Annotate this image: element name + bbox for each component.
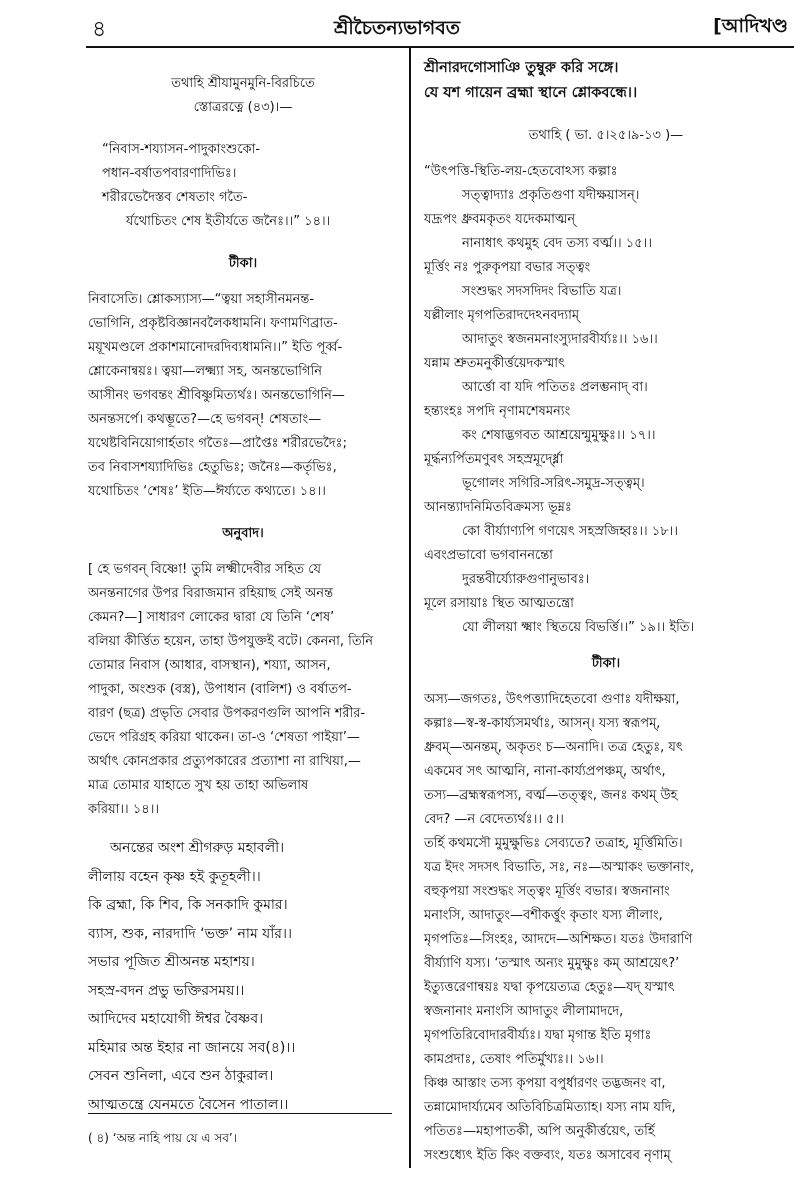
verse-line: আনন্ত্যাদনিমিতবিক্রমস্য ভূম্নঃ bbox=[424, 500, 572, 515]
anubad-line: ভেদে পরিগ্রহ করিয়া থাকেন। তা-ও ‘শেষতা পাইয়া’— bbox=[88, 730, 360, 745]
header-rule bbox=[86, 46, 794, 48]
tika-line: ভোগিনি, প্রকৃষ্টবিজ্ঞানবলৈকধামনি। ফণামণিব্রাত- bbox=[88, 316, 338, 331]
anubad-line: করিয়া।। ১৪।। bbox=[88, 802, 159, 817]
poem-line: লীলায় বহেন কৃষ্ণ হই কুতূহলী।। bbox=[88, 868, 261, 885]
verse-line: যল্লীলাং মৃগপতিরাদদেঽনবদ্যাম্ bbox=[424, 308, 580, 323]
tika-line: বেদ? —ন বেদেত্যর্থঃ।। ৫।। bbox=[424, 812, 564, 827]
verse-line: “নিবাস-শয্যাসন-পাদুকাংশুকো- bbox=[102, 142, 261, 157]
verse-line: মূলে রসায়াঃ স্থিত আত্মতন্ত্রো bbox=[424, 596, 574, 611]
poem-line: আত্মতন্ত্রে যেনমতে বৈসেন পাতাল।। bbox=[88, 1096, 289, 1113]
anubad-line: অর্থাৎ কোনপ্রকার প্রত্যুপকারের প্রত্যাশা না রাখিয়া,— bbox=[88, 754, 361, 769]
tika-line: কামপ্রদাঃ, তেষাং পতির্মুখ্যঃ।। ১৬।। bbox=[424, 1052, 604, 1067]
poem-line: সহস্র-বদন প্রভু ভক্তিরসময়।। bbox=[88, 982, 245, 999]
top-line: শ্রীনারদগোসাঞি তুম্বুরু করি সঙ্গে। bbox=[424, 60, 619, 76]
footnote-rule bbox=[88, 1113, 392, 1114]
tika-line: কল্পাঃ—স্ব-স্ব-কার্য্যসমর্থাঃ, আসন্। যস্য স্বরূপম্, bbox=[424, 716, 661, 731]
tika-line: যথোচিতং ‘শেষঃ’ ইতি—ঈর্য্যতে কথ্যতে। ১৪।। bbox=[88, 484, 326, 499]
verse-line: র্যথোচিতং শেষ ইতীর্যতে জনৈঃ।।” ১৪।। bbox=[126, 214, 331, 229]
verse-line: যন্নাম শ্রুতমনুকীর্ত্তয়েদকস্মাৎ bbox=[424, 356, 565, 371]
tika-line: যথেষ্টবিনিয়োগার্হতাং গতৈঃ—প্রাপ্তৈঃ শরীরভেদৈঃ; bbox=[88, 436, 347, 451]
running-title: শ্রীচৈতন্যভাগবত bbox=[333, 17, 461, 39]
verse-line: মূর্ত্তিং নঃ পুরুকৃপয়া বভার সত্ত্বং bbox=[424, 260, 591, 275]
poem-line: সেবন শুনিলা, এবে শুন ঠাকুরাল। bbox=[88, 1068, 274, 1084]
poem-line: কি ব্রহ্মা, কি শিব, কি সনকাদি কুমার। bbox=[88, 897, 288, 913]
tika-line: বহুকৃপয়া সংশুদ্ধং সত্ত্বং মূর্ত্তিং বভার। স্বজনানাং bbox=[424, 884, 670, 899]
section-label: [আদিখণ্ড bbox=[713, 15, 788, 37]
tika-line: মৃগপতিরিবোদারবীর্য্যঃ। যদ্বা মৃগান্ত ইতি মৃগাঃ bbox=[424, 1028, 652, 1043]
poem-line: মহিমার অন্ত ইহার না জানয়ে সব(৪)।। bbox=[88, 1039, 296, 1056]
poem-line: অনন্তের অংশ শ্রীগরুড় মহাবলী। bbox=[110, 840, 285, 856]
tika-line: কিঞ্চ আস্তাং তস্য কৃপয়া বপুর্ধারণং তদ্ভজনং বা, bbox=[424, 1076, 666, 1091]
anubad-line: কেমন?—] সাধারণ লোকের দ্বারা যে তিনি ‘শেষ’ bbox=[88, 610, 335, 625]
left-column bbox=[88, 72, 398, 1119]
poem-line: আদিদেব মহাযোগী ঈশ্বর বৈষ্ণব। bbox=[88, 1011, 264, 1027]
verse-line: কং শেষাদ্ভগবত আশ্রয়েন্মুমুক্ষুঃ।। ১৭।। bbox=[462, 428, 656, 443]
tika-line: তর্হি কথমসৌ মুমুক্ষুভিঃ সেব্যতে? তত্রাহ, মূর্ত্তিমিতি। bbox=[424, 836, 683, 851]
tika-line: মৃগপতিঃ—সিংহঃ, আদদে—অশিক্ষত। যতঃ উদারাণি bbox=[424, 932, 693, 947]
tika-line: স্বজনানাং মনাংসি আদাতুং লীলামাদদে, bbox=[424, 1004, 624, 1019]
page-number: ৪ bbox=[92, 17, 107, 42]
tika-line: যত্র ইদং সদসৎ বিভাতি, সঃ, নঃ—অস্মাকং ভক্তানাং, bbox=[424, 860, 695, 875]
tika-line: পতিতঃ—মহাপাতকী, অপি অনুকীর্ত্তয়েৎ, তর্হি bbox=[424, 1124, 655, 1139]
tika-line: অস্য—জগতঃ, উৎপত্ত্যাদিহেতবো গুণাঃ যদীক্ষয়া, bbox=[424, 692, 680, 707]
poem-line: ব্যাস, শুক, নারদাদি ‘ভক্ত’ নাম যাঁর।। bbox=[88, 925, 293, 942]
right-column bbox=[424, 56, 788, 1168]
anubad-line: তোমার নিবাস (আধার, বাসস্থান), শয্যা, আসন, bbox=[88, 658, 331, 673]
poem-line: সভার পূজিত শ্রীঅনন্ত মহাশয়। bbox=[88, 954, 255, 970]
anubad-heading: অনুবাদ। bbox=[222, 526, 264, 541]
tika-heading: টীকা। bbox=[228, 256, 258, 271]
verse-line: নানাধাৎ কথমুহ বেদ তস্য বর্ত্ম।। ১৫।। bbox=[462, 236, 652, 251]
anubad-line: পাদুকা, অংশুক (বস্ত্র), উপাধান (বালিশ) ও বর্ষাতপ- bbox=[88, 682, 352, 697]
tika-line: নিবাসেতি। শ্লোকস্যাস্য—“ত্বয়া সহাসীনমনন্ত- bbox=[88, 292, 315, 307]
verse-line: সংশুদ্ধং সদসদিদং বিভাতি যত্র। bbox=[462, 284, 622, 299]
verse-line: দুরন্তবীর্য্যোরুগুণানুভাবঃ। bbox=[462, 572, 590, 587]
verse-line: আর্ত্তো বা যদি পতিতঃ প্রলম্ভনাদ্ বা। bbox=[462, 380, 648, 395]
tika-line: তন্নামোদার্য্যমেব অতিবিচিত্রমিত্যাহ। যস্য নাম যদি, bbox=[424, 1100, 676, 1115]
anubad-line: অনন্তনাগের উপর বিরাজমান রহিয়াছ সেই অনন্ত bbox=[88, 586, 334, 601]
verse-line: কো বীর্য্যাণ্যপি গণয়েৎ সহস্রজিহ্বঃ।। ১৮।। bbox=[462, 524, 678, 539]
verse-line: শরীরভেদৈস্তব শেষতাং গতৈ- bbox=[102, 190, 248, 205]
anubad-line: [ হে ভগবন্ বিষ্ণো! তুমি লক্ষ্মীদেবীর সহিত যে bbox=[88, 562, 321, 577]
anubad-line: বলিয়া কীর্ত্তিত হয়েন, তাহা উপযুক্তই বটে। কেননা, তিনি bbox=[88, 634, 374, 649]
page-header bbox=[0, 0, 794, 48]
tika-line: একমেব সৎ আত্মনি, নানা-কার্য্যপ্রপঞ্চম্, অর্থাৎ, bbox=[424, 764, 666, 779]
tika-line: ধ্রুবম্—অনন্তম্, অকৃতং চ—অনাদি। তত্র হেতুঃ, যৎ bbox=[424, 740, 683, 755]
tika-line: সংশুধ্যেৎ ইতি কিং বক্তব্যং, যতঃ অসাবেব নৃণাম্ bbox=[424, 1148, 671, 1163]
column-divider bbox=[409, 48, 411, 1168]
tika-line: তস্য—ব্রহ্মস্বরূপস্য, বর্ত্ম—তত্ত্বং, জনঃ কথম্ উহ bbox=[424, 788, 678, 803]
top-line: যে যশ গায়েন ব্রহ্মা স্থানে শ্লোকবন্ধে।। bbox=[424, 85, 638, 101]
anubad-line: বারণ (ছত্র) প্রভৃতি সেবার উপকরণগুলি আপনি শরীর- bbox=[88, 706, 366, 721]
tika-line: অনন্তসর্পে। কথম্ভূতে?—হে ভগবন্! শেষতাং— bbox=[88, 412, 322, 427]
tika-line: মনাংসি, আদাতুং—বশীকর্ত্তুং কৃতাং যস্য লীলাং, bbox=[424, 908, 663, 923]
verse-line: ভূগোলং সগিরি-সরিৎ-সমুদ্র-সত্ত্বম্। bbox=[462, 476, 645, 491]
verse-line: যদ্রূপং ধ্রুবমকৃতং যদেকমাত্মন্ bbox=[424, 212, 576, 227]
verse-line: আদাতুং স্বজনমনাংস্যুদারবীর্য্যঃ।। ১৬।। bbox=[462, 332, 658, 347]
verse-line: সত্ত্বাদ্যাঃ প্রকৃতিগুণা যদীক্ষয়াসন্। bbox=[462, 188, 640, 203]
tika-line: আসীনং ভগবন্তং শ্রীবিষ্ণুমিত্যর্থঃ। অনন্তভোগিনি— bbox=[88, 388, 345, 403]
intro-line: তথাহি শ্রীযামুনমুনি-বিরচিতে bbox=[171, 76, 315, 91]
tika-line: তব নিবাসশয্যাদিভিঃ হেতুভিঃ; জনৈঃ—কর্তৃভিঃ, bbox=[88, 460, 337, 475]
intro-line: স্তোত্ররত্নে (৪৩)।— bbox=[193, 100, 293, 115]
tika-line: ইত্যুত্তরেণান্বয়ঃ যদ্বা কৃপয়েত্যত্র হেতুঃ—যদ্ যস্মাৎ bbox=[424, 980, 675, 995]
footnote: ( ৪) ‘অন্ত নাহি পায় যে এ সব’। bbox=[88, 1131, 238, 1145]
verse-line: যো লীলয়া ক্ষ্মাং স্থিতয়ে বিভর্ত্তি।।” ১৯।। ইতি। bbox=[462, 620, 695, 635]
tika-line: বীর্য্যাণি যস্য। ‘তস্মাৎ অন্যং মুমুক্ষুঃ কম্ আশ্রয়েৎ?’ bbox=[424, 956, 680, 971]
tika-line: শ্লোকেনান্বয়ঃ। ত্বয়া—লক্ষ্ম্যা সহ, অনন্তভোগিনি bbox=[88, 364, 323, 379]
tika-heading: টীকা। bbox=[591, 656, 621, 671]
source-line: তথাহি ( ভা. ৫।২৫।৯-১৩ )— bbox=[528, 128, 684, 143]
anubad-line: মাত্র তোমার যাহাতে সুখ হয় তাহা অভিলাষ bbox=[88, 778, 309, 793]
tika-line: ময়ূখমণ্ডলে প্রকাশমানোদরদিব্যধামনি।।” ইতি পূর্ব্ব- bbox=[88, 340, 343, 355]
verse-line: এবংপ্রভাবো ভগবাননন্তো bbox=[424, 548, 553, 563]
verse-line: হন্ত্যংহঃ সপদি নৃণামশেষমন্যং bbox=[424, 404, 571, 419]
verse-line: “উৎপত্তি-স্থিতি-লয়-হেতবোঽস্য কল্পাঃ bbox=[424, 164, 618, 179]
verse-line: মূর্দ্ধন্যর্পিতমণুবৎ সহস্রমূর্দ্ধ্নো bbox=[424, 452, 564, 467]
verse-line: পধান-বর্ষাতপবারণাদিভিঃ। bbox=[102, 166, 237, 181]
